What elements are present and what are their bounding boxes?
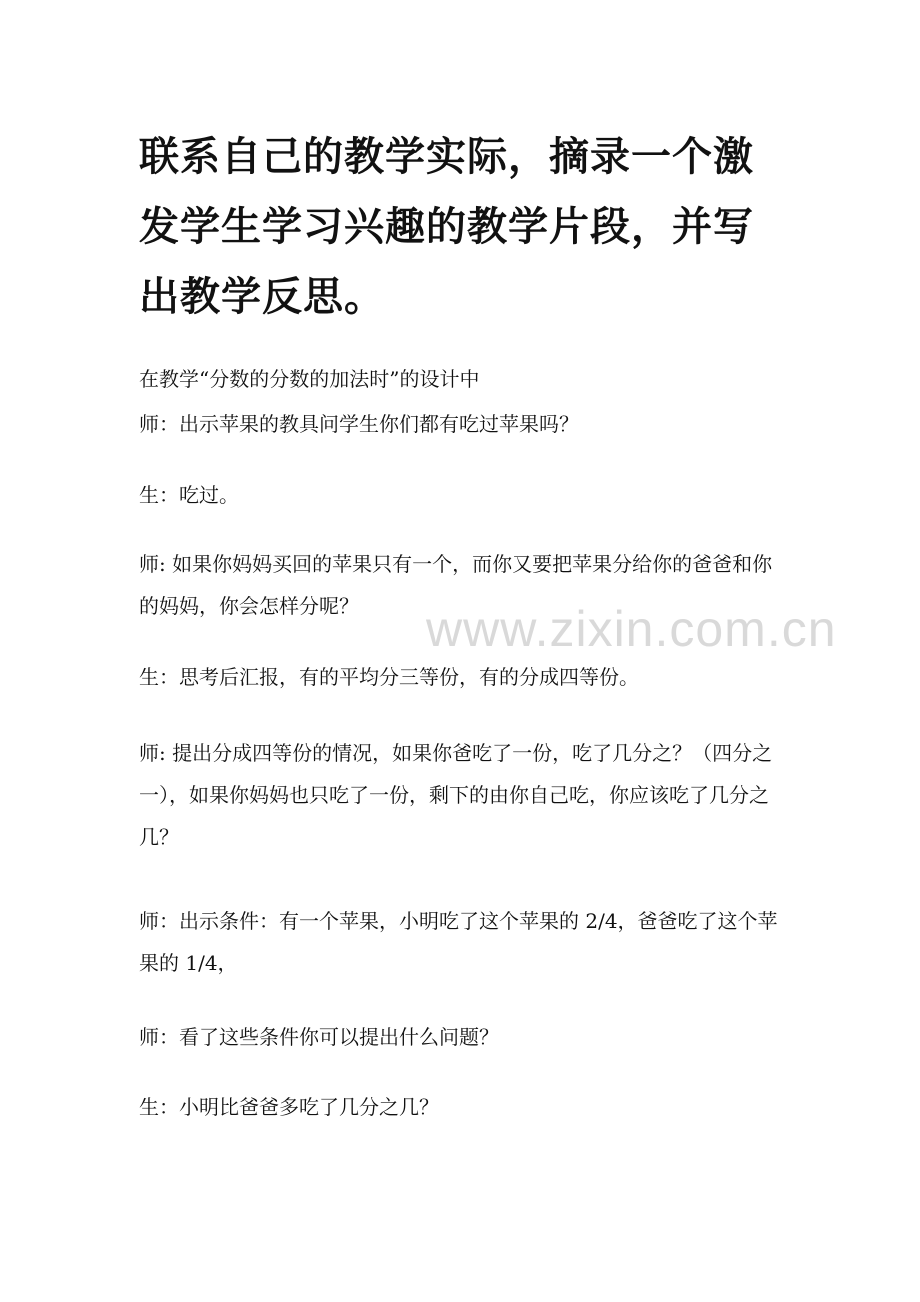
- paragraph-teacher-4: 师：出示条件：有一个苹果，小明吃了这个苹果的 2/4，爸爸吃了这个苹果的 1/4，: [139, 909, 778, 975]
- paragraph-student-3: 生：小明比爸爸多吃了几分之几？: [139, 1095, 439, 1119]
- paragraph-teacher-2: 师: 如果你妈妈买回的苹果只有一个，而你又要把苹果分给你的爸爸和你的妈妈，你会怎样分呢？: [139, 552, 773, 618]
- paragraph-teacher-1: 师：出示苹果的教具问学生你们都有吃过苹果吗？: [139, 412, 579, 436]
- document-title: 联系自己的教学实际，摘录一个激发学生学习兴趣的教学片段，并写出教学反思。: [139, 134, 754, 320]
- paragraph-intro: 在教学“分数的分数的加法时”的设计中: [139, 367, 480, 391]
- paragraph-student-2: 生：思考后汇报，有的平均分三等份，有的分成四等份。: [139, 665, 639, 689]
- watermark: www.zixin.com.cn: [426, 601, 837, 657]
- paragraph-student-1: 生：吃过。: [139, 483, 239, 507]
- paragraph-teacher-3: 师: 提出分成四等份的情况，如果你爸吃了一份，吃了几分之？（四分之一），如果你妈妈也只吃了一份，剩下的由你自己吃，你应该吃了几分之几？: [139, 741, 773, 849]
- paragraph-teacher-5: 师：看了这些条件你可以提出什么问题？: [139, 1025, 499, 1049]
